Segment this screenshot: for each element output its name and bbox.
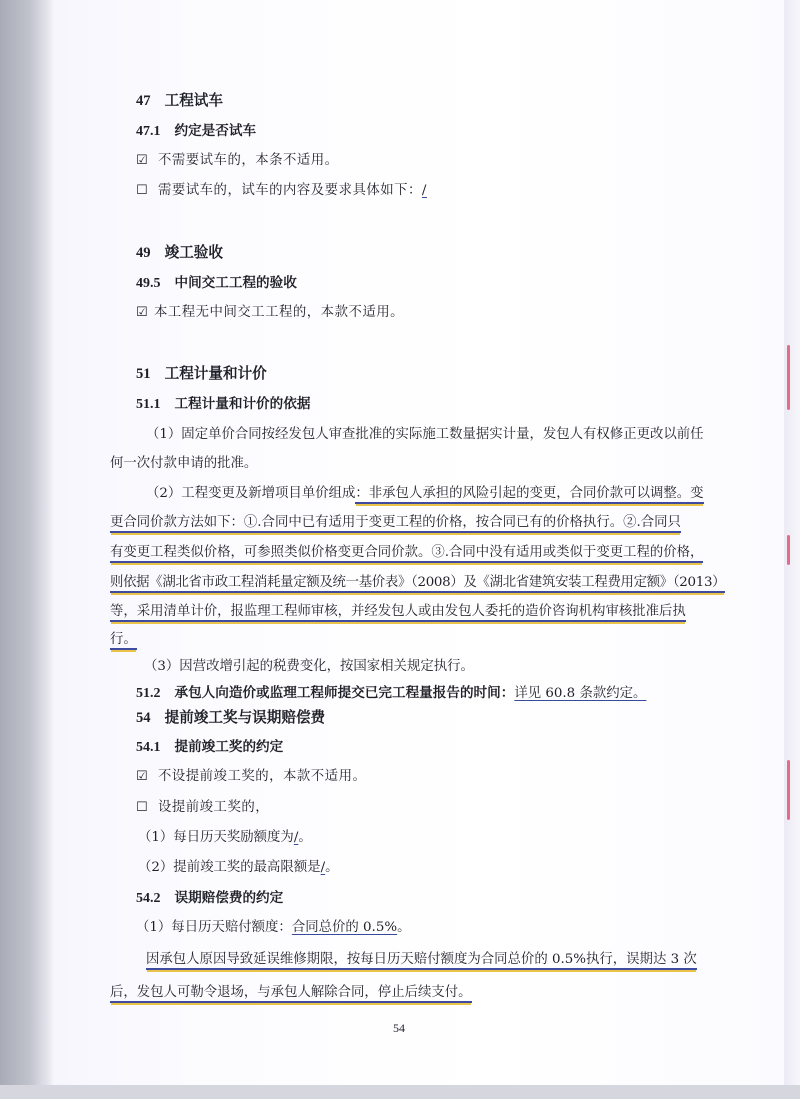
option-no-trial-run [136,152,339,170]
section-title: 提前竣工奖的约定 [174,739,284,755]
section-title: 中间交工工程的验收 [174,275,297,291]
paragraph-line [146,951,697,969]
section-title: 误期赔偿费的约定 [174,890,284,906]
section-number: 54 [136,710,151,726]
item-text: （1）每日历天赔付额度： [136,920,292,935]
option-text: 需要试车的，试车的内容及要求具体如下： [158,183,422,198]
option-value: / [421,183,427,198]
paragraph-line [110,514,681,532]
item-tail: 。 [325,860,339,875]
subsection-heading-54-1 [136,738,283,757]
item-tail: 。 [298,830,312,845]
paragraph-lead: （2）工程变更及新增项目单价组成 [146,486,356,501]
underlined-text: ：非承包人承担的风险引起的变更，合同价款可以调整。变 [355,486,703,504]
option-text: 设提前竣工奖的， [158,800,270,815]
seal-mark [787,345,790,410]
seal-mark [787,535,790,565]
section-heading-51 [136,365,267,383]
paragraph-line [110,574,725,592]
paragraph-line [110,603,686,621]
bonus-max-amount [138,859,339,877]
section-title: 提前竣工奖与误期赔偿费 [164,709,326,726]
section-title: 工程计量和计价 [164,365,267,382]
scan-bottom-strip [0,1085,800,1099]
item-value: / [320,860,326,875]
page-number: 54 [393,1021,405,1035]
paragraph-line [146,485,704,503]
item-text: （2）提前竣工奖的最高限额是 [138,860,321,875]
checkbox-unchecked-icon: ☐ [136,800,149,815]
underlined-text: 有变更工程类似价格，可参照类似价格变更合同价款。③.合同中没有适用或类似于变更工程的价格， [110,545,703,563]
item-text: （1）每日历天奖励额度为 [138,830,294,845]
option-text: 不设提前竣工奖的，本款不适用。 [158,769,367,784]
section-title: 约定是否试车 [174,123,257,139]
section-number: 54.2 [136,891,161,906]
subsection-heading-51-1 [136,395,310,414]
seal-mark [787,760,790,820]
section-number: 51 [136,366,151,382]
option-text: 本工程无中间交工工程的，本款不适用。 [154,305,405,320]
item-tail: 。 [397,920,411,935]
section-title: 承包人向造价或监理工程师提交已完工程量报告的时间： [174,685,515,701]
section-heading-47 [136,92,223,110]
paragraph-line: （1）固定单价合同按经发包人审查批准的实际施工数量据实计量，发包人有权修正更改以前任 [146,427,704,442]
subsection-heading-47-1 [136,122,256,141]
paragraph-line [110,984,472,1002]
option-trial-run-required [136,182,427,200]
option-no-interim-handover [136,304,404,322]
subsection-heading-54-2 [136,889,283,908]
checkbox-checked-icon: ☑ [136,305,149,320]
underlined-text: 行。 [110,632,137,650]
option-no-early-completion-bonus [136,768,366,786]
underlined-text: 因承包人原因导致延误维修期限，按每日历天赔付额度为合同总价的 0.5%执行，误期达 3 次 [146,952,697,970]
section-number: 49 [136,245,151,261]
subsection-heading-51-2 [136,684,646,703]
section-title: 竣工验收 [164,244,223,261]
section-number: 47.1 [136,124,161,139]
underlined-text: 更合同价款方法如下：①.合同中已有适用于变更工程的价格，按合同已有的价格执行。②.合同只 [110,515,681,533]
section-number: 51.1 [136,397,161,412]
option-text: 不需要试车的，本条不适用。 [158,153,339,168]
paragraph-line: 何一次付款申请的批准。 [110,456,258,471]
paragraph-line: （3）因营改增引起的税费变化，按国家相关规定执行。 [144,659,474,674]
item-value: 合同总价的 0.5% [291,920,398,935]
checkbox-unchecked-icon: ☐ [136,183,149,198]
section-number: 47 [136,93,151,109]
paragraph-line [110,631,137,649]
section-number: 54.1 [136,740,161,755]
section-value: 详见 60.8 条款约定。 [514,686,647,701]
section-heading-49 [136,244,223,262]
underlined-text: 等，采用清单计价，报监理工程师审核，并经发包人或由发包人委托的造价咨询机构审核批准后执 [110,604,686,622]
scan-left-shadow [0,0,54,1085]
option-early-completion-bonus [136,799,269,817]
bonus-daily-amount [138,829,312,847]
subsection-heading-49-5 [136,274,297,293]
underlined-text: 则依据《湖北省市政工程消耗量定额及统一基价表》（2008）及《湖北省建筑安装工程费用定额》（2013） [110,575,725,593]
delay-daily-compensation [136,919,410,937]
section-title: 工程计量和计价的依据 [174,396,311,412]
section-heading-54 [136,709,325,727]
section-number: 49.5 [136,276,161,291]
checkbox-checked-icon: ☑ [136,153,149,168]
checkbox-checked-icon: ☑ [136,769,149,784]
paragraph-line [110,544,703,562]
item-value: / [293,830,299,845]
underlined-text: 后，发包人可勒令退场，与承包人解除合同，停止后续支付。 [110,985,472,1003]
section-number: 51.2 [136,686,161,701]
section-title: 工程试车 [164,92,223,109]
